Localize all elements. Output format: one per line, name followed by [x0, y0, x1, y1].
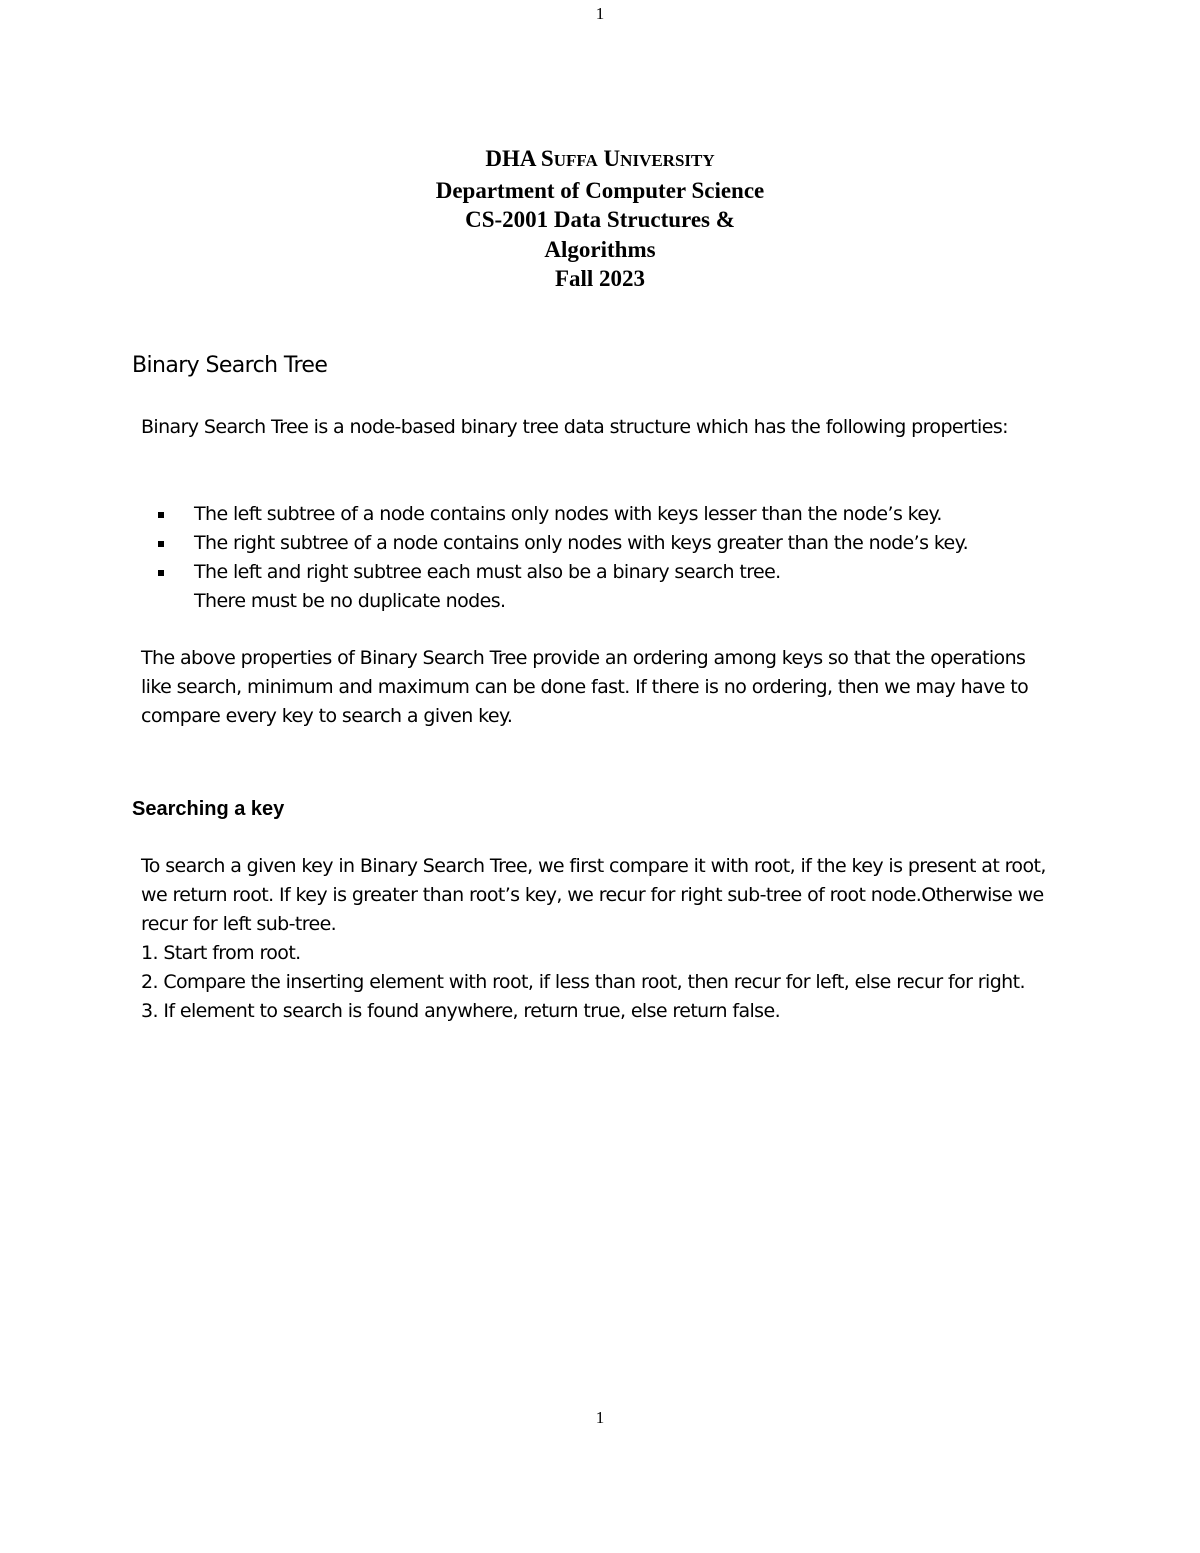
section-heading-search: Searching a key: [132, 798, 285, 820]
list-item-text: The left and right subtree each must also be a binary search tree.: [194, 561, 781, 583]
course-title-line-2: Algorithms: [544, 236, 656, 262]
department-name: Department of Computer Science: [435, 177, 765, 203]
list-item-text: The left subtree of a node contains only nodes with keys lesser than the node’s key.: [194, 503, 942, 525]
university-name: [0, 144, 1200, 176]
list-item: [141, 500, 1057, 529]
list-item: [141, 529, 1057, 558]
search-step: 2. Compare the inserting element with root, if less than root, then recur for left, else recur for right.: [141, 971, 1025, 993]
search-intro-paragraph: To search a given key in Binary Search Tree, we first compare it with root, if the key is present at root, we return root. If key is greater than root’s key, we recur for right sub-tree of root node.Otherwise we recur for left sub-tree.: [141, 855, 1046, 935]
search-description: [141, 852, 1046, 1026]
term: Fall 2023: [554, 266, 646, 291]
list-item-text: There must be no duplicate nodes.: [194, 590, 506, 612]
list-item-continuation: [141, 587, 1057, 616]
university-name-part: NIVERSITY: [620, 151, 715, 170]
section-heading-bst: Binary Search Tree: [132, 353, 328, 378]
bullet-icon: [158, 512, 164, 518]
document-header: [0, 144, 1200, 294]
search-step: 1. Start from root.: [141, 942, 301, 964]
bst-properties-list: [141, 500, 1057, 616]
list-item-text: The right subtree of a node contains only nodes with keys greater than the node’s key.: [194, 532, 969, 554]
course-title-line-1: CS-2001 Data Structures &: [465, 207, 735, 232]
search-step: 3. If element to search is found anywhere, return true, else return false.: [141, 1000, 781, 1022]
bullet-icon: [158, 570, 164, 576]
page-number-top: 1: [595, 4, 605, 23]
university-name-part: UFFA: [553, 151, 598, 170]
list-item: [141, 558, 1057, 587]
university-name-part: U: [597, 146, 621, 171]
bst-ordering-paragraph: The above properties of Binary Search Tree provide an ordering among keys so that the operations like search, minimum and maximum can be done fast. If there is no ordering, then we may have to compare every key to search a given key.: [141, 647, 1029, 727]
bullet-icon: [158, 541, 164, 547]
page-number-bottom: 1: [595, 1408, 605, 1427]
university-name-part: DHA S: [485, 146, 554, 171]
bst-intro-paragraph: Binary Search Tree is a node-based binary tree data structure which has the following properties:: [141, 416, 1008, 438]
